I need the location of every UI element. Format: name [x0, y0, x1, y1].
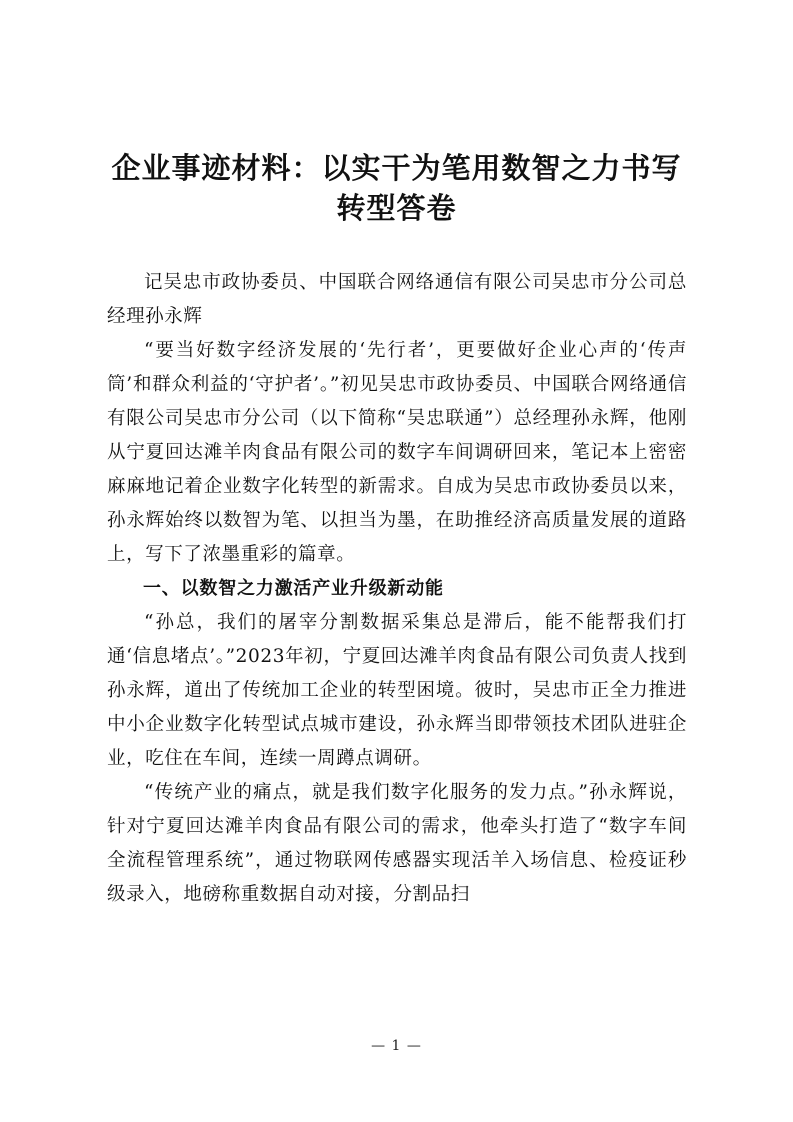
page-number: — 1 —: [371, 1038, 422, 1054]
intro-paragraph: “要当好数字经济发展的‘先行者’，更要做好企业心声的‘传声筒’和群众利益的‘守护者’。”初见吴忠市政协委员、中国联合网络通信有限公司吴忠市分公司（以下简称“吴忠联通”）总经理孙永辉，他刚从宁夏回达滩羊肉食品有限公司的数字车间调研回来，笔记本上密密麻麻地记着企业数字化转型的新需求。自成为吴忠市政协委员以来，孙永辉始终以数智为笔、以担当为墨，在助推经济高质量发展的道路上，写下了浓墨重彩的篇章。: [107, 340, 687, 565]
body-paragraph: “传统产业的痛点，就是我们数字化服务的发力点。”孙永辉说，针对宁夏回达滩羊肉食品有限公司的需求，他牵头打造了“数字车间全流程管理系统”，通过物联网传感器实现活羊入场信息、检疫证秒级录入，地磅称重数据自动对接，分割品扫: [107, 782, 687, 905]
section-heading: 一、以数智之力激活产业升级新动能: [143, 578, 444, 599]
document-body: [107, 266, 687, 912]
subtitle-paragraph: 记吴忠市政协委员、中国联合网络通信有限公司吴忠市分公司总经理孙永辉: [107, 272, 687, 327]
body-paragraph: “孙总，我们的屠宰分割数据采集总是滞后，能不能帮我们打通‘信息堵点’。”2023年初，宁夏回达滩羊肉食品有限公司负责人找到孙永辉，道出了传统加工企业的转型困境。彼时，吴忠市正全力推进中小企业数字化转型试点城市建设，孙永辉当即带领技术团队进驻企业，吃住在车间，连续一周蹲点调研。: [107, 612, 687, 769]
document-title: 企业事迹材料：以实干为笔用数智之力书写转型答卷: [111, 151, 682, 225]
